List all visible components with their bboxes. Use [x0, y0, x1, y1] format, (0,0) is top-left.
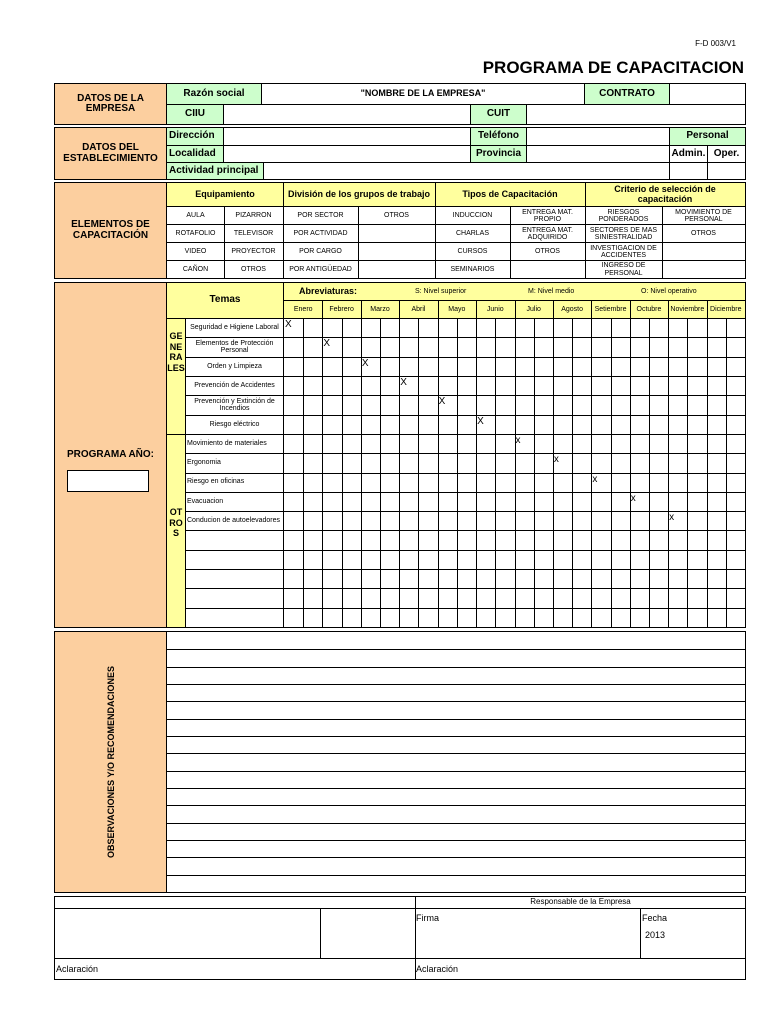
elementos-cell[interactable]: POR ANTIGÜEDAD [289, 265, 352, 273]
elementos-cell[interactable]: OTROS [384, 212, 409, 220]
localidad-field[interactable] [224, 146, 470, 162]
schedule-mark[interactable]: x [553, 454, 559, 466]
page-title: PROGRAMA DE CAPACITACION [482, 58, 744, 77]
month-header-3: Abril [411, 305, 426, 313]
generales-label: GENERALES [167, 331, 185, 373]
otros-label: OTROS [169, 507, 183, 538]
month-header-4: Mayo [448, 305, 466, 313]
razon-social-field[interactable]: "NOMBRE DE LA EMPRESA" [360, 88, 486, 99]
elementos-cell[interactable] [510, 261, 585, 278]
elementos-cell[interactable]: PIZARRON [235, 212, 272, 220]
tema-label: Evacuacion [187, 497, 224, 505]
abrev-medio: M: Nivel medio [528, 288, 575, 295]
temas-header: Temas [209, 294, 241, 306]
schedule-mark[interactable]: X [438, 396, 446, 408]
telefono-field[interactable] [527, 128, 669, 145]
observaciones-label: OBSERVACIONES Y/O RECOMENDACIONES [106, 665, 116, 859]
elementos-cell[interactable]: POR ACTIVIDAD [293, 230, 348, 238]
schedule-mark[interactable]: X [361, 357, 369, 369]
provincia-label: Provincia [475, 147, 522, 159]
tema-label [186, 588, 283, 607]
elementos-cell[interactable]: MOVIMIENTO DE PERSONAL [675, 208, 732, 223]
month-header-8: Setiembre [594, 305, 627, 313]
elementos-cell[interactable]: POR CARGO [299, 248, 342, 256]
tema-label: Orden y Limpieza [207, 362, 262, 370]
elementos-cell[interactable]: OTROS [241, 265, 266, 273]
aclaracion-right-label: Aclaración [416, 964, 459, 974]
schedule-mark[interactable]: X [400, 376, 407, 388]
schedule-mark[interactable]: x [592, 473, 598, 485]
month-header-1: Febrero [329, 305, 354, 313]
tema-label: Ergonomia [187, 459, 221, 467]
tema-label: Conducion de autoelevadores [187, 517, 281, 525]
fecha-label: Fecha [642, 913, 668, 923]
schedule-mark[interactable]: x [630, 492, 636, 504]
elementos-cell[interactable]: CHARLAS [455, 230, 490, 238]
elementos-header-1: División de los grupos de trabajo [287, 188, 431, 199]
elementos-cell[interactable]: OTROS [691, 230, 716, 238]
month-header-5: Junio [486, 305, 504, 313]
month-header-6: Julio [526, 305, 541, 313]
elementos-cell[interactable]: INDUCCION [452, 212, 493, 220]
empresa-section-label: DATOS DE LA EMPRESA [77, 92, 144, 114]
month-header-7: Agosto [561, 305, 583, 313]
elementos-cell[interactable]: SECTORES DE MAS SINIESTRALIDAD [589, 226, 658, 241]
elementos-cell[interactable] [358, 225, 435, 243]
tema-label [186, 608, 283, 627]
schedule-mark[interactable]: X [477, 415, 484, 427]
schedule-mark[interactable]: x [669, 512, 675, 524]
month-header-0: Enero [293, 305, 313, 313]
signature-box-mid[interactable] [321, 909, 415, 958]
elementos-cell[interactable]: POR SECTOR [297, 212, 344, 220]
firma-label: Firma [416, 913, 439, 923]
elementos-cell[interactable]: OTROS [535, 248, 560, 256]
direccion-field[interactable] [224, 128, 470, 145]
fecha-value[interactable]: 2013 [645, 930, 666, 940]
tema-label [186, 550, 283, 569]
telefono-label: Teléfono [478, 130, 519, 142]
responsable-label: Responsable de la Empresa [530, 897, 631, 907]
tema-label: Prevención y Extinción de Incendios [194, 397, 275, 412]
razon-social-label: Razón social [183, 87, 245, 99]
cuit-label: CUIT [486, 108, 511, 120]
aclaracion-left-label: Aclaración [56, 964, 99, 974]
elementos-cell[interactable]: CURSOS [457, 248, 488, 256]
elementos-cell[interactable]: ENTREGA MAT. ADQUIRIDO [522, 226, 573, 241]
month-header-11: Diciembre [710, 305, 742, 313]
elementos-section [54, 182, 746, 279]
elementos-cell[interactable] [358, 261, 435, 278]
schedule-mark[interactable]: X [323, 338, 331, 350]
tema-label [186, 569, 283, 588]
actividad-field[interactable] [264, 163, 669, 179]
firma-section [54, 896, 746, 980]
establecimiento-section-label: DATOS DEL ESTABLECIMIENTO [63, 142, 158, 164]
elementos-cell[interactable]: ENTREGA MAT. PROPIO [522, 208, 573, 223]
elementos-cell[interactable]: RIESGOS PONDERADOS [598, 208, 649, 223]
tema-label: Riesgo en oficinas [187, 478, 245, 486]
programa-section [54, 282, 746, 628]
tema-label: Seguridad e Higiene Laboral [190, 323, 279, 331]
month-header-2: Marzo [370, 305, 390, 313]
oper-label: Oper. [713, 147, 740, 159]
provincia-field[interactable] [527, 146, 669, 162]
abrev-operativo: O: Nivel operativo [641, 288, 697, 295]
elementos-header-2: Tipos de Capacitación [462, 188, 558, 199]
ciiu-label: CIIU [185, 108, 205, 120]
schedule-mark[interactable]: X [285, 319, 292, 330]
tema-label: Riesgo eléctrico [209, 420, 260, 428]
elementos-cell[interactable]: TELEVISOR [233, 230, 274, 238]
contrato-label: CONTRATO [599, 87, 655, 99]
empresa-section [54, 83, 746, 125]
observaciones-section [54, 631, 746, 893]
cuit-field[interactable] [527, 105, 745, 124]
abreviaturas-label: Abreviaturas: [299, 286, 358, 296]
month-header-10: Noviembre [670, 305, 705, 313]
year-input[interactable] [67, 470, 149, 492]
abrev-superior: S: Nivel superior [415, 288, 467, 295]
personal-label: Personal [686, 130, 729, 142]
elementos-cell[interactable] [662, 261, 745, 278]
establecimiento-section [54, 127, 746, 180]
admin-label: Admin. [671, 147, 706, 159]
tema-label: Prevención de Accidentes [194, 381, 275, 389]
elementos-cell[interactable]: INVESTIGACION DE ACCIDENTES [590, 244, 657, 259]
tema-label: Movimiento de materiales [187, 439, 267, 447]
contrato-field[interactable] [670, 84, 745, 104]
elementos-header-3: Criterio de selección de capacitación [614, 184, 716, 204]
elementos-cell[interactable] [662, 243, 745, 261]
actividad-label: Actividad principal [169, 164, 259, 176]
tema-label: Elementos de Protección Personal [195, 339, 274, 354]
form-code: F-D 003/V1 [695, 39, 736, 48]
elementos-cell[interactable]: INGRESO DE PERSONAL [601, 262, 646, 277]
direccion-label: Dirección [169, 130, 215, 142]
tema-label [186, 530, 283, 549]
elementos-cell[interactable] [358, 243, 435, 261]
month-header-9: Octubre [636, 305, 662, 313]
elementos-cell[interactable]: ROTAFOLIO [175, 230, 216, 238]
elementos-cell[interactable]: PROYECTOR [231, 248, 276, 256]
localidad-label: Localidad [169, 147, 216, 159]
elementos-cell[interactable]: SEMINARIOS [450, 265, 495, 273]
elementos-cell[interactable]: AULA [186, 212, 205, 220]
elementos-cell[interactable]: CAÑON [182, 265, 209, 273]
schedule-mark[interactable]: x [515, 434, 521, 446]
elementos-section-label: ELEMENTOS DE CAPACITACIÓN [71, 219, 150, 241]
elementos-header-0: Equipamiento [195, 188, 255, 199]
elementos-cell[interactable]: VIDEO [184, 248, 207, 256]
ciiu-field[interactable] [224, 105, 470, 124]
programa-ano-label: PROGRAMA AÑO: [66, 449, 155, 460]
signature-box-left[interactable] [55, 909, 320, 958]
